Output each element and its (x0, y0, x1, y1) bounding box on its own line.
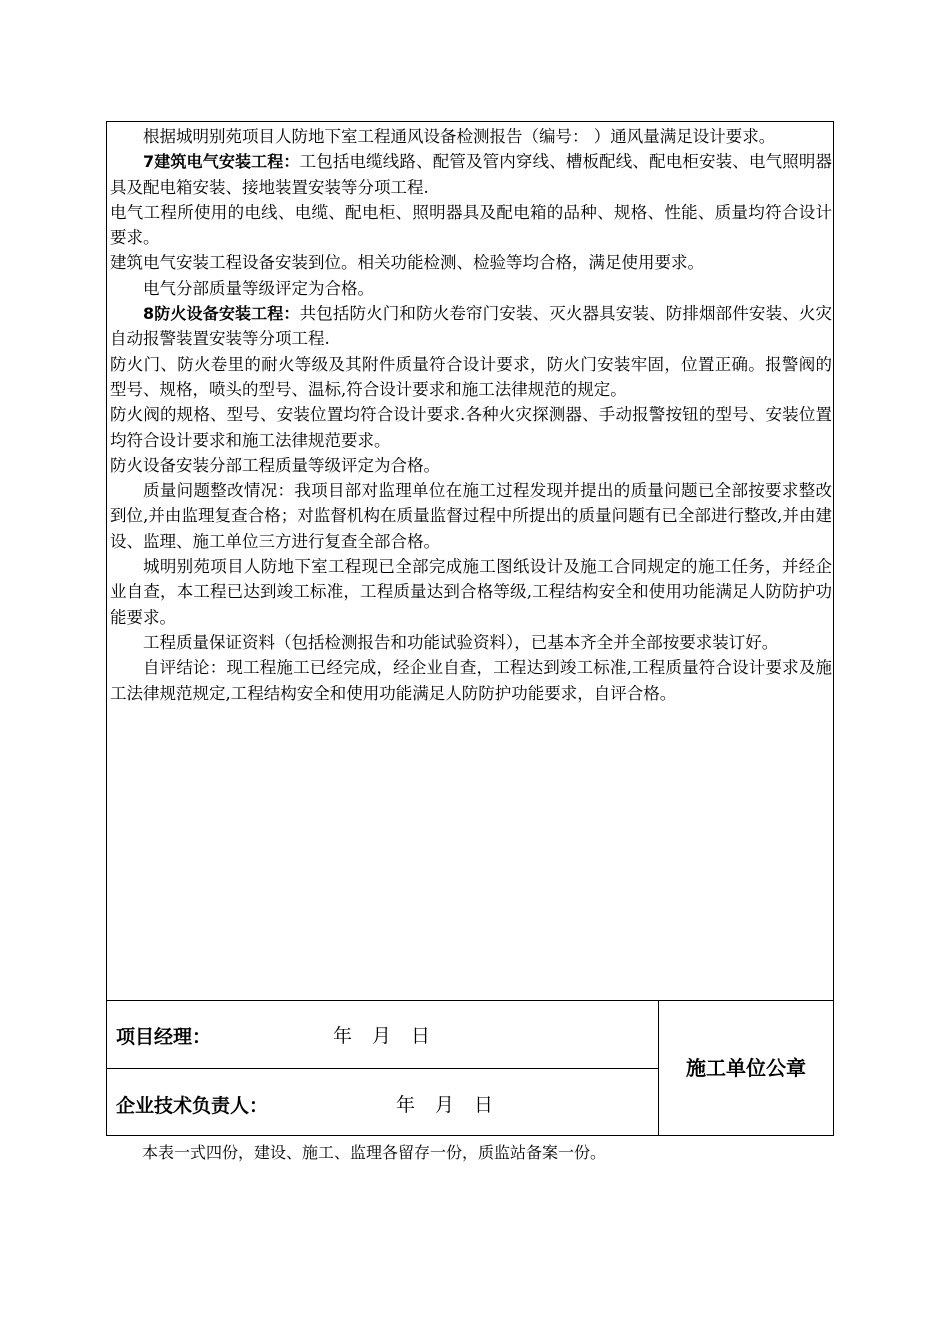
tech-day: 日 (474, 1094, 494, 1116)
paragraph-electrical-rating: 电气分部质量等级评定为合格。 (143, 278, 374, 298)
fire-scope-text: 共包括防火门和防火卷帘门安装、灭火器具安装、防排烟部件安装、火灾自动报警装置安装等分项工程. (110, 304, 832, 349)
company-seal-label: 施工单位公章 (686, 1056, 806, 1080)
paragraph-fire-dampers: 防火阀的规格、型号、安装位置均符合设计要求.各种火灾探测器、手动报警按钮的型号、安装位置均符合设计要求和施工法律规范要求。 (110, 405, 832, 450)
manager-month: 月 (372, 1025, 392, 1047)
paragraph-conclusion: 自评结论：现工程施工已经完成，经企业自查，工程达到竣工标准,工程质量符合设计要求及施工法律规范规定,工程结构安全和使用功能满足人防防护功能要求，自评合格。 (110, 658, 832, 703)
tech-lead-date (396, 1090, 513, 1117)
tech-year: 年 (396, 1094, 416, 1116)
paragraph-electrical-materials: 电气工程所使用的电线、电缆、配电柜、照明器具及配电箱的品种、规格、性能、质量均符合设计要求。 (110, 202, 832, 248)
tech-month: 月 (435, 1094, 455, 1116)
signature-divider-top (106, 1000, 834, 1001)
paragraph-fire-rating: 防火设备安装分部工程质量等级评定为合格。 (110, 455, 440, 475)
heading-fire: 8防火设备安装工程： (143, 304, 300, 324)
signature-divider-middle (106, 1068, 658, 1069)
project-manager-label: 项目经理： (116, 1026, 212, 1048)
tech-lead-label: 企业技术负责人： (116, 1095, 269, 1117)
heading-electrical: 7建筑电气安装工程： (143, 152, 300, 172)
manager-year: 年 (333, 1025, 353, 1047)
footnote: 本表一式四份，建设、施工、监理各留存一份，质监站备案一份。 (142, 1143, 607, 1162)
electrical-scope-text: 工包括电缆线路、配管及管内穿线、槽板配线、配电柜安装、电气照明器具及配电箱安装、接地装置安装等分项工程. (110, 152, 832, 197)
project-manager-date (333, 1021, 450, 1048)
paragraph-completion: 城明别苑项目人防地下室工程现已全部完成施工图纸设计及施工合同规定的施工任务，并经企业自查，本工程已达到竣工标准，工程质量达到合格等级,工程结构安全和使用功能满足人防防护功能要求。 (110, 557, 832, 627)
paragraph-electrical-scope (110, 149, 832, 200)
paragraph-electrical-install: 建筑电气安装工程设备安装到位。相关功能检测、检验等均合格，满足使用要求。 (110, 253, 704, 273)
paragraph-documents: 工程质量保证资料（包括检测报告和功能试验资料），已基本齐全并全部按要求装订好。 (143, 632, 779, 652)
paragraph-fire-scope (110, 301, 832, 352)
paragraph-ventilation: 根据城明别苑项目人防地下室工程通风设备检测报告（编号： ）通风量满足设计要求。 (143, 127, 776, 146)
manager-day: 日 (411, 1025, 431, 1047)
paragraph-fire-doors: 防火门、防火卷里的耐火等级及其附件质量符合设计要求，防火门安装牢固，位置正确。报警阀的型号、规格，喷头的型号、温标,符合设计要求和施工法律规范的规定。 (110, 354, 832, 399)
paragraph-rectification: 质量问题整改情况：我项目部对监理单位在施工过程发现并提出的质量问题已全部按要求整改到位,并由监理复查合格；对监督机构在质量监督过程中所提出的质量问题有已全部进行整改,并由建设、监理、施工单位三方进行复查全部合格。 (110, 481, 832, 551)
assessment-body (110, 124, 832, 706)
